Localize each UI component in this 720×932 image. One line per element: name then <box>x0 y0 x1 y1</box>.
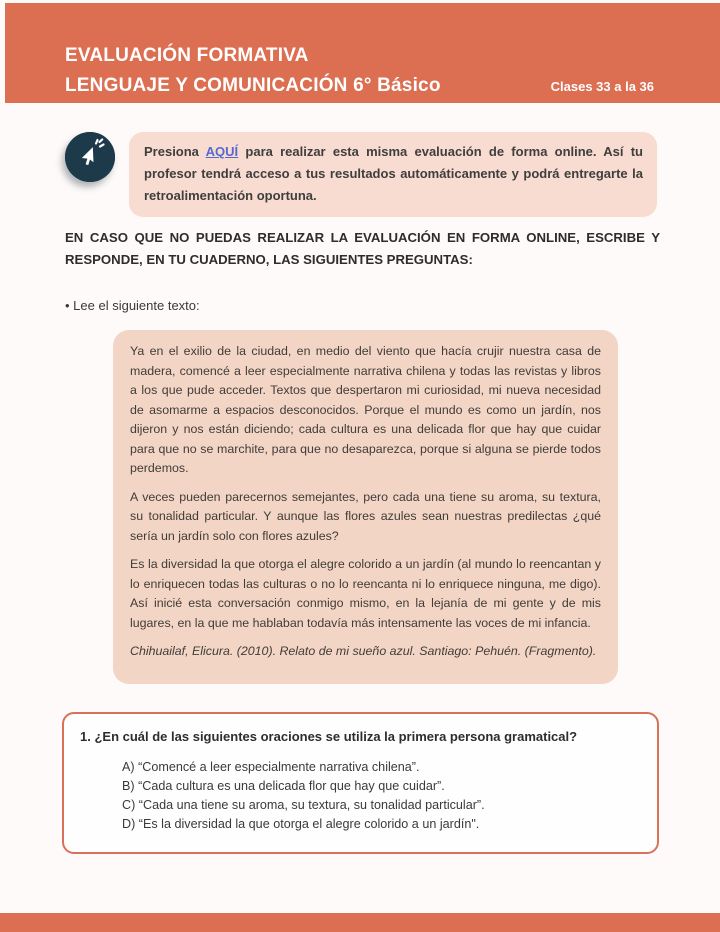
question-1-options <box>122 758 641 834</box>
offline-instruction: EN CASO QUE NO PUEDAS REALIZAR LA EVALUACIÓN EN FORMA ONLINE, ESCRIBE Y RESPONDE, EN TU CUADERNO, LAS SIGUIENTES PREGUNTAS: <box>65 230 660 267</box>
classes-badge: Clases 33 a la 36 <box>550 79 654 94</box>
passage-paragraph-2: A veces pueden parecernos semejantes, pero cada una tiene su aroma, su textura, su tonalidad particular. Y aunque las flores azules sean nuestras predilectas ¿qué sería un jardín solo con flores azules? <box>130 489 601 543</box>
online-callout-row <box>65 132 657 217</box>
option-d: D) “Es la diversidad la que otorga el alegre colorido a un jardín". <box>122 816 480 831</box>
online-evaluation-link[interactable]: AQUÍ <box>205 144 239 159</box>
passage-paragraph-1: Ya en el exilio de la ciudad, en medio del viento que hacía crujir nuestra casa de madera, comencé a leer especialmente narrativa chilena y todas las revistas y libros a los que pude acceder. Textos que despertaron mi curiosidad, mi nueva necesidad de asomarme a espacios desconocidos. Porque el mundo es como un jardín, nos dijeron y nos están diciendo; cada cultura es una delicada flor que hay que cuidar para que no se marchite, para que no desaparezca, porque si alguna se pierde todos perdemos. <box>130 344 601 475</box>
page-title <box>65 41 441 101</box>
passage-paragraph-3: Es la diversidad la que otorga el alegre colorido a un jardín (al mundo lo reencantan y lo enriquecen todas las culturas o no lo reencanta ni lo enriquece ninguna, me digo). Así inicié esta conversación conmigo mismo, en la lejanía de mi gente y de mis lugares, en la que me hablaban todavía más intensamente las voces de mi infancia. <box>130 557 601 630</box>
option-c: C) “Cada una tiene su aroma, su textura, su tonalidad particular”. <box>122 797 485 812</box>
passage-citation: Chihuailaf, Elicura. (2010). Relato de mi sueño azul. Santiago: Pehuén. (Fragmento). <box>130 644 597 658</box>
question-1-prompt: 1. ¿En cuál de las siguientes oraciones se utiliza la primera persona gramatical? <box>80 728 578 744</box>
option-a: A) “Comencé a leer especialmente narrativa chilena”. <box>122 759 420 774</box>
online-callout-box <box>129 132 657 217</box>
option-b: B) “Cada cultura es una delicada flor que hay que cuidar”. <box>122 778 445 793</box>
question-1-box <box>62 712 659 854</box>
header-band <box>5 3 720 103</box>
read-text-bullet: • Lee el siguiente texto: <box>65 298 200 313</box>
page-title-line1: EVALUACIÓN FORMATIVA <box>65 45 309 66</box>
callout-text-prefix: Presiona <box>144 144 199 159</box>
reading-passage-box <box>113 330 618 684</box>
footer-band <box>0 913 720 932</box>
callout-text-suffix: para realizar esta misma evaluación de forma online. Así tu profesor tendrá acceso a tus resultados automáticamente y podrá entregarte la retroalimentación oportuna. <box>144 144 643 203</box>
click-cursor-icon <box>65 132 115 182</box>
page-title-line2: LENGUAJE Y COMUNICACIÓN 6° Básico <box>65 75 441 96</box>
